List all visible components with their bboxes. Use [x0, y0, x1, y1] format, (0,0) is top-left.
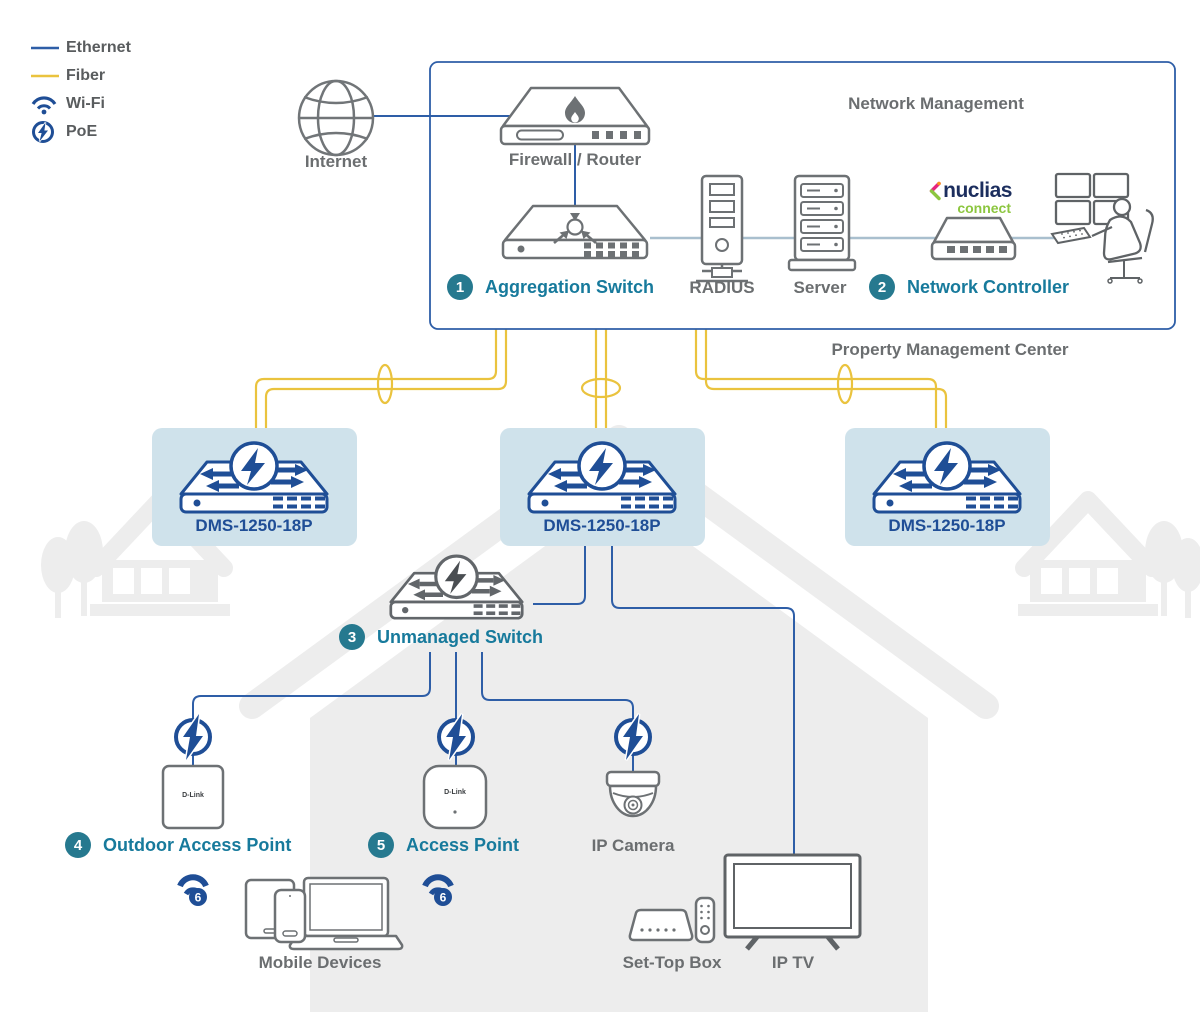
wifi6-icon-outdoor: [180, 877, 207, 906]
outdoor-access-point-label: Outdoor Access Point: [103, 834, 292, 855]
internet-globe-icon: [299, 81, 373, 155]
unmanaged-switch-item: [339, 624, 543, 650]
ip-camera-label: IP Camera: [591, 836, 675, 855]
wifi6-number: 6: [439, 890, 447, 905]
unmanaged-switch-label: Unmanaged Switch: [377, 626, 544, 647]
smartphone-icon: [275, 890, 305, 942]
server-icon: [789, 176, 855, 270]
ip-tv-icon: [725, 855, 860, 949]
legend-row-poe: [30, 118, 131, 146]
legend-row-wifi: [30, 90, 131, 118]
remote-control-icon: [696, 898, 714, 942]
outdoor-access-point-item: [65, 832, 291, 858]
ethernet-line-icon: [30, 44, 66, 52]
nuclias-connect-logo: [906, 180, 1012, 216]
legend: [30, 34, 131, 146]
unmanaged-switch-icon: [391, 556, 522, 618]
legend-label: Ethernet: [66, 39, 131, 56]
network-controller-item: [869, 274, 1069, 300]
fiber-link-left: [256, 329, 496, 428]
number-badge-4: 4: [65, 832, 91, 858]
network-controller-label: Network Controller: [907, 276, 1070, 297]
aggregation-switch-item: [447, 274, 654, 300]
mobile-devices-label: Mobile Devices: [258, 953, 382, 972]
poe-icon: [30, 119, 66, 145]
property-management-label: Property Management Center: [831, 340, 1069, 359]
dms-switch-label-right: DMS-1250-18P: [888, 516, 1006, 535]
number-badge-2: 2: [869, 274, 895, 300]
ap-brand-text: D-Link: [444, 789, 466, 796]
fiber-line-icon: [30, 72, 66, 80]
legend-row-ethernet: [30, 34, 131, 62]
poe-icon-outdoor-ap: [176, 714, 210, 760]
set-top-box-label: Set-Top Box: [622, 953, 722, 972]
wifi6-number: 6: [194, 890, 202, 905]
firewall-label: Firewall / Router: [508, 150, 642, 169]
aggregation-switch-label: Aggregation Switch: [485, 276, 655, 297]
legend-label: Fiber: [66, 67, 106, 84]
outdoor-access-point-icon: [163, 766, 223, 828]
fiber-coil-left: [378, 365, 392, 403]
internet-label: Internet: [304, 152, 368, 171]
server-label: Server: [793, 278, 847, 297]
nuclias-sub-text: connect: [957, 200, 1011, 216]
number-badge-3: 3: [339, 624, 365, 650]
fiber-coil-center: [582, 379, 620, 397]
laptop-icon: [290, 878, 402, 949]
dms-switch-label-center: DMS-1250-18P: [543, 516, 661, 535]
wifi-icon: [30, 93, 66, 115]
network-management-title: Network Management: [848, 94, 1024, 113]
nuclias-brand-text: nuclias: [943, 179, 1012, 202]
nuclias-chevron-icon: [928, 181, 941, 201]
network-controller-icon: [932, 218, 1015, 259]
access-point-label: Access Point: [406, 834, 520, 855]
legend-label: PoE: [66, 123, 98, 140]
dms-switch-label-left: DMS-1250-18P: [195, 516, 313, 535]
fiber-coil-right: [838, 365, 852, 403]
outdoor-ap-brand-text: D-Link: [182, 792, 204, 799]
number-badge-1: 1: [447, 274, 473, 300]
number-badge-5: 5: [368, 832, 394, 858]
legend-label: Wi-Fi: [66, 95, 105, 112]
ip-tv-label: IP TV: [771, 953, 815, 972]
radius-label: RADIUS: [689, 278, 755, 297]
access-point-icon: [424, 766, 486, 828]
legend-row-fiber: [30, 62, 131, 90]
access-point-item: [368, 832, 519, 858]
mobile-devices-icon: [246, 878, 402, 949]
